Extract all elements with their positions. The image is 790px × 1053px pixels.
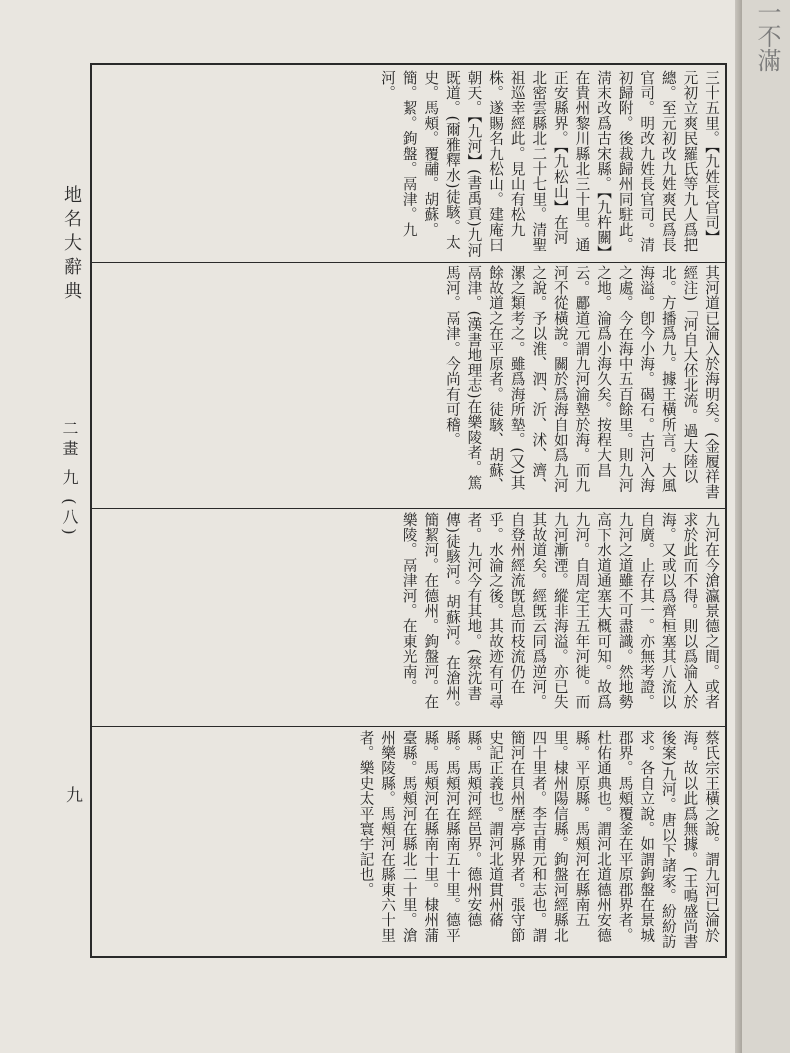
facing-page [742,0,790,1053]
facing-page-text: 一不滿 [753,0,781,72]
block-divider [90,726,727,727]
page-number: 九 [62,786,82,809]
text-block-4: 蔡氏宗王橫之說。謂九河已淪於海。故以此爲無據。(王鳴盛尚書後案)九河。唐以下諸家。紛紛訪求。各自立說。如謂鉤盤在景城郡界。馬頰覆釜在平原郡界者。杜佑通典也。謂河北道德州安德縣。平原縣。馬頰河在縣南五里。棣州陽信縣。鉤盤河經縣北四十里者。李吉甫元和志也。謂簡河在貝州歷亭縣界者。張守節史記正義也。謂河北道貫州蓨縣。馬頰河經邑界。德州安德縣。馬頰河在縣南五十里。德平縣。馬頰河在縣南十里。棣州蒲臺縣。馬頰河在縣北二十里。滄州樂陵縣。馬頰河在縣東六十里者。樂史太平寰宇記也。 [357,730,720,950]
book-title: 地名大辭典 [61,185,82,305]
volume-mark: 二畫 九 (八) [60,420,79,539]
text-block-2: 其河道已淪入於海明矣。(金履祥書經注)「河自大伾北流。過大陸以北。方播爲九。據王橫所言。大風海溢。卽今小海。碣石。古河入海之處。今在海中五百餘里。則九河之地。淪爲小海久矣。按程大昌云。酈道元謂九河淪墊於海。而九河不從橫說。關於爲海自如爲九河之說。予以淮、泗、沂、沭、濟、漯之類考之。雖爲海所墊。(又)其餘故道之在平原者。徒駭、胡蘇、鬲津。(漢書地理志)在樂陵者。篤馬河。鬲津。今尚有可稽。 [443,265,720,500]
text-block-3: 九河在今滄瀛景德之間。或者求於此而不得。則以爲淪入於海。又或以爲齊桓塞其八流以自廣。止存其一。亦無考證。九河之道雖不可盡識。然地勢高下水道通塞大概可知。故爲九河。自周定王五年河徙。而九河漸湮。縱非海溢。亦已失其故道矣。經旣云同爲逆河。自登州經流旣息而枝流仍在乎。水淪之後。其故迹有可尋者。九河今有其地。(蔡沈書傳)徒駭河。胡蘇河。在滄州。簡絜河。在德州。鉤盤河。在樂陵。鬲津河。在東光南。 [400,512,720,716]
book-gutter [735,0,742,1053]
text-block-1: 三十五里。【九姓長官司】元初立爽民羅氏等九人爲把總。至元初改九姓爽民爲長官司。明改九姓長官司。清初歸附。後裁歸州同駐此。淸末改爲古宋縣。【九杵關】在貴州黎川縣北三十里。通正安縣界。【九松山】在河北密雲縣北二十七里。清聖祖巡幸經此。見山有松九株。遂賜名九松山。建庵曰朝天。【九河】(書禹貢)九河既道。(爾雅釋水)徒駭。太史。馬頰。覆鬴。胡蘇。簡。絜。鉤盤。鬲津。九河。 [379,70,720,258]
block-divider [90,508,727,509]
block-divider [90,262,727,263]
